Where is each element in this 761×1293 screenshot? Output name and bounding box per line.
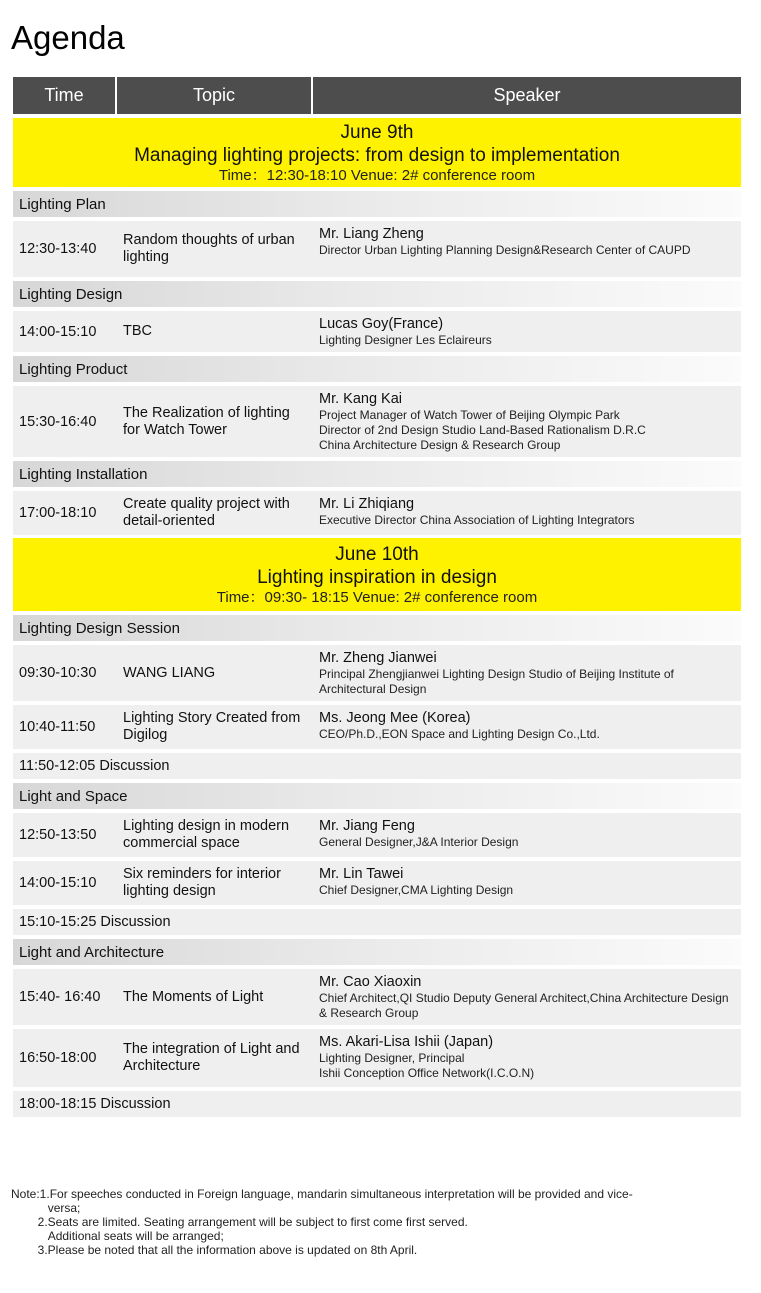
session-time: 15:40- 16:40: [19, 989, 101, 1005]
session-row: [13, 491, 741, 535]
day-date: June 10th: [335, 543, 419, 565]
speaker-name: Ms. Akari-Lisa Ishii (Japan): [319, 1034, 494, 1050]
session-speaker: [313, 491, 741, 535]
session-time: 17:00-18:10: [19, 505, 97, 521]
speaker-description: General Designer,J&A Interior Design: [319, 835, 519, 849]
session-topic: Random thoughts of urban lighting: [123, 232, 295, 265]
session-row: [13, 813, 741, 857]
session-speaker: [313, 861, 741, 905]
speaker-name: Ms. Jeong Mee (Korea): [319, 710, 471, 726]
day-theme: Managing lighting projects: from design to implementation: [134, 144, 620, 166]
session-topic: The Realization of lighting for Watch Tower: [123, 404, 290, 438]
section-header: Lighting Product: [13, 356, 741, 382]
column-header-topic: Topic: [117, 77, 313, 114]
session-topic: TBC: [123, 323, 152, 339]
section-header: Light and Space: [13, 783, 741, 809]
session-row: [13, 645, 741, 701]
session-topic: Lighting design in modern commercial space: [123, 818, 290, 851]
session-topic: Lighting Story Created from Digilog: [123, 710, 301, 743]
speaker-description: Chief Architect,QI Studio Deputy General Architect,China Architecture Design & Research Group: [319, 991, 729, 1020]
day-banner-june-9: [13, 118, 741, 187]
day-time-venue: Time：09:30- 18:15 Venue: 2# conference room: [216, 588, 538, 606]
section-header: Lighting Design Session: [13, 615, 741, 641]
speaker-name: Mr. Cao Xiaoxin: [319, 974, 422, 990]
section-header: Lighting Installation: [13, 461, 741, 487]
session-speaker: [313, 813, 741, 857]
speaker-description: Project Manager of Watch Tower of Beijing Olympic Park Director of 2nd Design Studio Land-Based Rationalism D.R.C China Architecture Design & Research Group: [319, 408, 646, 452]
session-row: [13, 705, 741, 749]
speaker-name: Lucas Goy(France): [319, 316, 444, 332]
session-speaker: [313, 645, 741, 701]
session-speaker: [313, 221, 741, 277]
agenda-table: [13, 77, 741, 1117]
discussion-row: 18:00-18:15 Discussion: [13, 1091, 741, 1117]
session-topic: The integration of Light and Architecture: [123, 1041, 300, 1074]
session-time: 14:00-15:10: [19, 323, 97, 340]
session-row: [13, 861, 741, 905]
speaker-description: Chief Designer,CMA Lighting Design: [319, 883, 514, 897]
speaker-description: Lighting Designer Les Eclaireurs: [319, 333, 492, 347]
session-time: 10:40-11:50: [19, 719, 96, 735]
section-header: Light and Architecture: [13, 939, 741, 965]
page-title: Agenda: [11, 19, 125, 56]
session-time: 09:30-10:30: [19, 665, 97, 681]
speaker-name: Mr. Lin Tawei: [319, 866, 404, 882]
session-speaker: [313, 311, 741, 352]
section-header: Lighting Plan: [13, 191, 741, 217]
day-date: June 9th: [340, 121, 414, 143]
notes: [11, 1187, 746, 1257]
column-header-speaker: Speaker: [493, 85, 561, 105]
day-time-venue: Time：12:30-18:10 Venue: 2# conference room: [218, 166, 536, 184]
speaker-description: Director Urban Lighting Planning Design&Research Center of CAUPD: [319, 243, 691, 257]
speaker-name: Mr. Liang Zheng: [319, 226, 424, 242]
session-row: [13, 969, 741, 1025]
session-row: [13, 221, 741, 277]
session-row: [13, 311, 741, 352]
note-line: Additional seats will be arranged;: [11, 1229, 224, 1243]
session-topic: WANG LIANG: [123, 664, 216, 681]
session-topic: Create quality project with detail-oriented: [123, 496, 290, 529]
session-speaker: [313, 386, 741, 457]
session-speaker: [313, 1029, 741, 1087]
table-header: [13, 77, 741, 114]
note-line: Note:1.For speeches conducted in Foreign language, mandarin simultaneous interpretation will be provided and vice-: [11, 1187, 633, 1201]
speaker-name: Mr. Zheng Jianwei: [319, 650, 437, 666]
session-time: 14:00-15:10: [19, 875, 97, 891]
speaker-name: Mr. Li Zhiqiang: [319, 496, 415, 512]
column-header-time: Time: [13, 77, 117, 114]
note-line: versa;: [11, 1201, 81, 1215]
session-topic: The Moments of Light: [123, 988, 264, 1005]
session-row: [13, 386, 741, 457]
note-line: 2.Seats are limited. Seating arrangement will be subject to first come first served.: [11, 1215, 468, 1229]
session-speaker: [313, 705, 741, 749]
session-speaker: [313, 969, 741, 1025]
section-header: Lighting Design: [13, 281, 741, 307]
day-banner-june-10: [13, 538, 741, 611]
session-topic: Six reminders for interior lighting design: [123, 866, 281, 899]
speaker-name: Mr. Kang Kai: [319, 391, 403, 407]
speaker-description: CEO/Ph.D.,EON Space and Lighting Design Co.,Ltd.: [319, 727, 600, 741]
session-time: 16:50-18:00: [19, 1050, 97, 1066]
day-theme: Lighting inspiration in design: [257, 566, 497, 588]
speaker-description: Principal Zhengjianwei Lighting Design Studio of Beijing Institute of Architectural Design: [319, 667, 674, 696]
session-time: 12:50-13:50: [19, 827, 97, 843]
discussion-row: 15:10-15:25 Discussion: [13, 909, 741, 935]
speaker-description: Lighting Designer, Principal Ishii Conception Office Network(I.C.O.N): [319, 1051, 535, 1080]
note-line: 3.Please be noted that all the information above is updated on 8th April.: [11, 1243, 418, 1257]
speaker-name: Mr. Jiang Feng: [319, 818, 415, 834]
discussion-row: 11:50-12:05 Discussion: [13, 753, 741, 779]
session-time: 12:30-13:40: [19, 241, 97, 257]
session-row: [13, 1029, 741, 1087]
session-time: 15:30-16:40: [19, 413, 97, 430]
speaker-description: Executive Director China Association of Lighting Integrators: [319, 513, 635, 527]
